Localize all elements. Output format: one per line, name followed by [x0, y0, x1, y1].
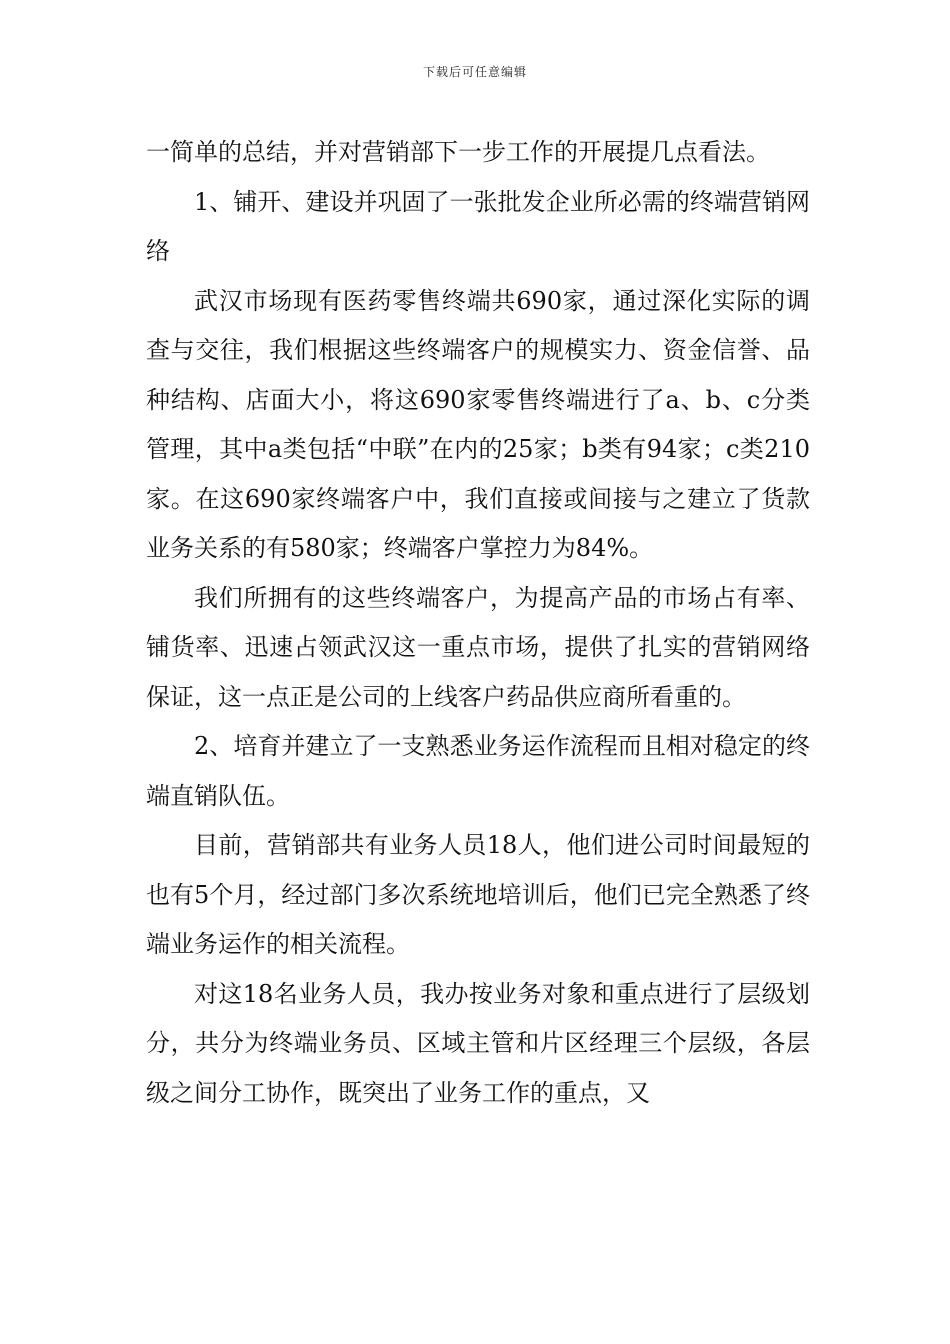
paragraph-network-value: 我们所拥有的这些终端客户，为提高产品的市场占有率、铺货率、迅速占领武汉这一重点市场，提供了扎实的营销网络保证，这一点正是公司的上线客户药品供应商所看重的。: [146, 583, 810, 711]
paragraph-staff-levels: 对这18名业务人员，我办按业务对象和重点进行了层级划分，共分为终端业务员、区域主管和片区经理三个层级，各层级之间分工协作，既突出了业务工作的重点，又: [146, 979, 810, 1107]
page-header: 下载后可任意编辑: [422, 65, 527, 79]
section-heading-2: 2、培育并建立了一支熟悉业务运作流程而且相对稳定的终端直销队伍。: [146, 732, 810, 810]
document-body: [146, 128, 810, 1118]
paragraph-continuation: 一简单的总结，并对营销部下一步工作的开展提几点看法。: [146, 138, 770, 166]
section-heading-1: 1、铺开、建设并巩固了一张批发企业所必需的终端营销网络: [146, 187, 810, 265]
paragraph-staff-count: 目前，营销部共有业务人员18人，他们进公司时间最短的也有5个月，经过部门多次系统地培训后，他们已完全熟悉了终端业务运作的相关流程。: [146, 831, 810, 958]
paragraph-terminal-stats: 武汉市场现有医药零售终端共690家，通过深化实际的调查与交往，我们根据这些终端客户的规模实力、资金信誉、品种结构、店面大小，将这690家零售终端进行了a、b、c分类管理，其中a类包括“中联”在内的25家；b类有94家；c类210家。在这690家终端客户中，我们直接或间接与之建立了货款业务关系的有580家；终端客户掌控力为84%。: [146, 286, 810, 562]
